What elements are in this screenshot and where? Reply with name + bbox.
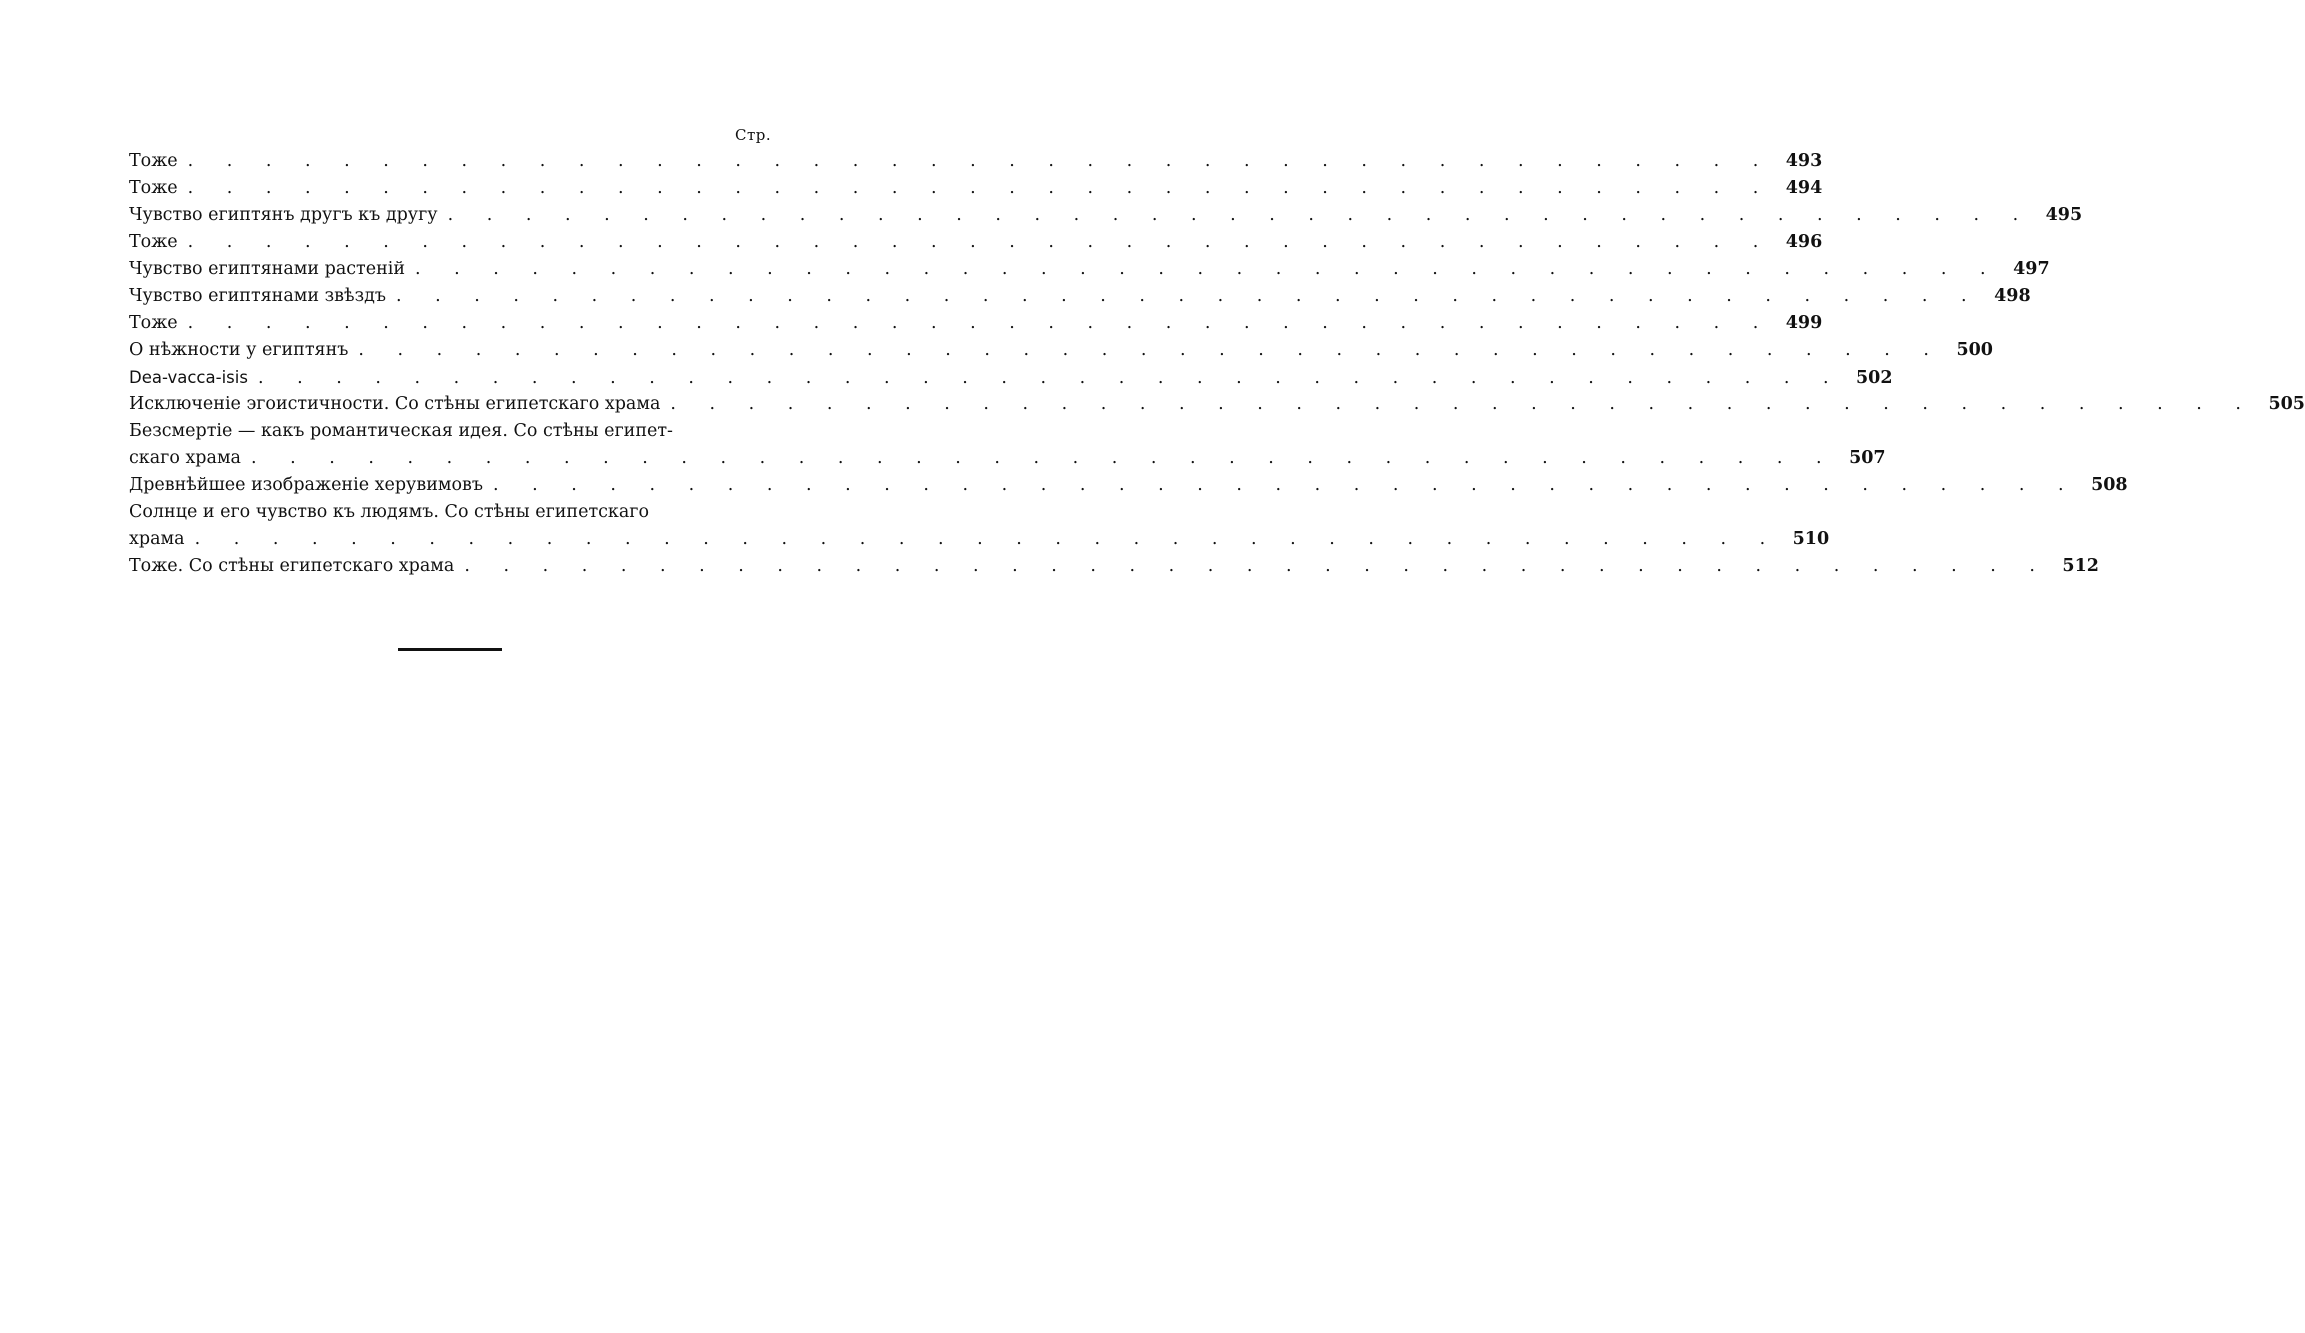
toc-entry xyxy=(129,229,1823,256)
toc-entry-title-line1: Безсмертiе — какъ романтическая идея. Со стѣны египет- xyxy=(129,421,673,441)
toc-entry-page: 507 xyxy=(1849,448,1886,468)
toc-entry-title: Тоже xyxy=(129,232,178,252)
toc-entry-title-line2: скаго храма xyxy=(129,448,241,468)
toc-entry-title: Древнѣйшее изображенiе херувимовъ xyxy=(129,475,483,495)
dot-leader: . . . . . . . . . . . . . . . . . . . . . . . . . . . . . . . . . . . . . . . . . xyxy=(415,259,2000,279)
toc-entry-title: Исключенiе эгоистичности. Со стѣны египетскаго храма xyxy=(129,394,661,414)
toc-entry xyxy=(129,202,2083,229)
toc-entry xyxy=(129,175,1823,202)
dot-leader: . . . . . . . . . . . . . . . . . . . . . . . . . . . . . . . . . . . . . . . . . xyxy=(670,394,2255,414)
toc-entry-page: 495 xyxy=(2045,205,2083,225)
toc-entry xyxy=(129,364,1893,391)
toc-entry-page: 505 xyxy=(2268,394,2305,414)
toc-entry-title: Чувство египтянъ другъ къ другу xyxy=(129,205,438,225)
dot-leader: . . . . . . . . . . . . . . . . . . . . . . . . . . . . . . . . . . . . . . . . . xyxy=(187,151,1773,171)
toc-entry-page: 493 xyxy=(1785,151,1823,171)
toc-entry-page: 508 xyxy=(2091,475,2128,495)
dot-leader: . . . . . . . . . . . . . . . . . . . . . . . . . . . . . . . . . . . . . . . . . xyxy=(396,286,1981,306)
dot-leader: . . . . . . . . . . . . . . . . . . . . . . . . . . . . . . . . . . . . . . . . . xyxy=(187,232,1773,252)
toc-entry-page: 512 xyxy=(2062,556,2099,576)
toc-entry-title: Тоже. Со стѣны египетскаго храма xyxy=(129,556,455,576)
toc-entry-title: Тоже xyxy=(129,313,178,333)
toc-entry-page: 500 xyxy=(1956,340,1993,360)
dot-leader: . . . . . . . . . . . . . . . . . . . . . . . . . . . . . . . . . . . . . . . . . xyxy=(493,475,2078,495)
dot-leader: . . . . . . . . . . . . . . . . . . . . . . . . . . . . . . . . . . . . . . . . . xyxy=(187,313,1773,333)
dot-leader: . . . . . . . . . . . . . . . . . . . . . . . . . . . . . . . . . . . . . . . . . xyxy=(464,556,2049,576)
toc-entry-page: 497 xyxy=(2013,259,2050,279)
toc-entry xyxy=(129,310,1823,337)
toc-entry xyxy=(129,391,2305,418)
toc-entry-title-line1: Солнце и его чувство къ людямъ. Со стѣны египетскаго xyxy=(129,502,650,522)
toc-entry xyxy=(129,499,1830,553)
dot-leader: . . . . . . . . . . . . . . . . . . . . . . . . . . . . . . . . . . . . . . . . . xyxy=(251,448,1836,468)
page-column-label: Стр. xyxy=(735,126,772,144)
dot-leader: . . . . . . . . . . . . . . . . . . . . . . . . . . . . . . . . . . . . . . . . . xyxy=(187,178,1773,198)
dot-leader: . . . . . . . . . . . . . . . . . . . . . . . . . . . . . . . . . . . . . . . . . xyxy=(447,205,2033,225)
end-rule xyxy=(398,648,502,651)
toc-entry xyxy=(129,256,2050,283)
toc-entry-page: 499 xyxy=(1785,313,1823,333)
toc-entry-title-line2: храма xyxy=(129,529,185,549)
dot-leader: . . . . . . . . . . . . . . . . . . . . . . . . . . . . . . . . . . . . . . . . . xyxy=(257,368,1843,388)
toc-entry-page: 496 xyxy=(1785,232,1823,252)
dot-leader: . . . . . . . . . . . . . . . . . . . . . . . . . . . . . . . . . . . . . . . . . xyxy=(194,529,1780,549)
table-of-contents xyxy=(129,148,2305,580)
toc-entry xyxy=(129,337,1993,364)
toc-entry xyxy=(129,283,2031,310)
toc-entry xyxy=(129,418,1886,472)
toc-entry-page: 498 xyxy=(1994,286,2031,306)
toc-entry xyxy=(129,553,2099,580)
toc-entry xyxy=(129,148,1823,175)
toc-entry-title: Dea-vacca-isis xyxy=(129,368,248,387)
dot-leader: . . . . . . . . . . . . . . . . . . . . . . . . . . . . . . . . . . . . . . . . . xyxy=(358,340,1943,360)
toc-entry-title: Тоже xyxy=(129,151,178,171)
toc-entry xyxy=(129,472,2128,499)
toc-entry-title: Чувство египтянами растенiй xyxy=(129,259,406,279)
toc-entry-title: Тоже xyxy=(129,178,178,198)
toc-entry-title: О нѣжности у египтянъ xyxy=(129,340,349,360)
toc-entry-page: 510 xyxy=(1792,529,1830,549)
toc-entry-title: Чувство египтянами звѣздъ xyxy=(129,286,387,306)
toc-entry-page: 502 xyxy=(1856,368,1893,388)
toc-entry-page: 494 xyxy=(1785,178,1823,198)
